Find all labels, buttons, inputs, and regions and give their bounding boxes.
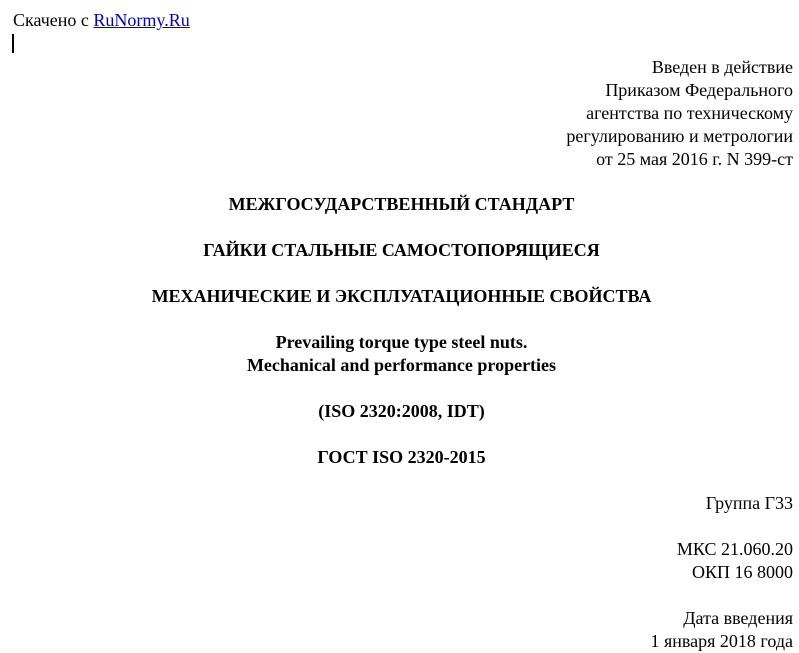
source-link[interactable]: RuNormy.Ru (93, 10, 190, 30)
source-prefix: Скачено с (13, 10, 89, 30)
classification-group: Группа Г33 (705, 493, 793, 513)
codes-block (677, 538, 793, 584)
source-line (13, 9, 190, 31)
title-ru-line-1: ГАЙКИ СТАЛЬНЫЕ САМОСТОПОРЯЩИЕСЯ (203, 240, 600, 260)
text-cursor (12, 34, 14, 53)
title-en-line-1: Prevailing torque type steel nuts. (275, 332, 528, 352)
standard-type-heading: МЕЖГОСУДАРСТВЕННЫЙ СТАНДАРТ (228, 194, 575, 214)
classification-okp: ОКП 16 8000 (691, 562, 793, 582)
introduction-date: 1 января 2018 года (650, 631, 793, 651)
introduction-block (650, 607, 793, 653)
enactment-line-4: регулированию и метрологии (566, 126, 793, 146)
enactment-line-5: от 25 мая 2016 г. N 399-ст (596, 149, 793, 169)
enactment-line-3: агентства по техническому (586, 103, 793, 123)
iso-reference: (ISO 2320:2008, IDT) (318, 401, 485, 421)
group-block (706, 492, 793, 515)
title-en-line-2: Mechanical and performance properties (246, 355, 557, 375)
enactment-line-2: Приказом Федерального (605, 80, 793, 100)
enactment-block (566, 56, 793, 171)
gost-designation: ГОСТ ISO 2320-2015 (317, 447, 486, 467)
enactment-line-1: Введен в действие (651, 57, 793, 77)
classification-mks: МКС 21.060.20 (676, 539, 793, 559)
title-ru-line-2: МЕХАНИЧЕСКИЕ И ЭКСПЛУАТАЦИОННЫЕ СВОЙСТВА (151, 286, 652, 306)
introduction-label: Дата введения (683, 608, 793, 628)
